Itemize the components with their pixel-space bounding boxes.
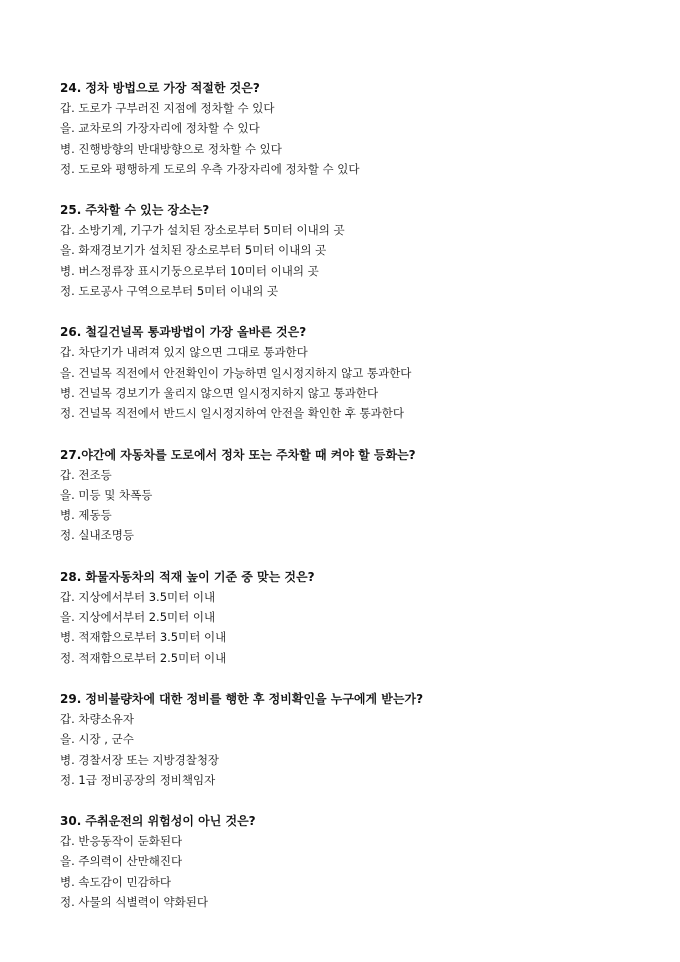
question-title: 25. 주차할 수 있는 장소는? bbox=[60, 203, 210, 218]
question-title: 24. 정차 방법으로 가장 적절한 것은? bbox=[60, 81, 260, 95]
answer-option: 병. 경찰서장 또는 지방경찰청장 bbox=[60, 752, 220, 767]
answer-option: 정. 도로공사 구역으로부터 5미터 이내의 곳 bbox=[60, 284, 279, 299]
question-24 bbox=[60, 78, 660, 179]
answer-option: 갑. 도로가 구부러진 지점에 정차할 수 있다 bbox=[60, 101, 275, 115]
answer-option: 병. 버스정류장 표시기둥으로부터 10미터 이내의 곳 bbox=[60, 263, 319, 278]
question-28 bbox=[60, 567, 660, 668]
question-27 bbox=[60, 445, 660, 546]
question-26 bbox=[60, 322, 660, 423]
answer-option: 정. 실내조명등 bbox=[60, 528, 134, 543]
question-title: 26. 철길건널목 통과방법이 가장 올바른 것은? bbox=[60, 325, 307, 340]
answer-option: 정. 1급 정비공장의 정비책임자 bbox=[60, 772, 216, 787]
question-title: 29. 정비불량차에 대한 정비를 행한 후 정비확인을 누구에게 받는가? bbox=[60, 691, 424, 706]
answer-option: 병. 진행방향의 반대방향으로 정차할 수 있다 bbox=[60, 141, 282, 156]
answer-option: 을. 교차로의 가장자리에 정차할 수 있다 bbox=[60, 121, 260, 136]
answer-option: 정. 건널목 직전에서 반드시 일시정지하여 안전을 확인한 후 통과한다 bbox=[60, 406, 404, 421]
answer-option: 을. 시장 , 군수 bbox=[60, 732, 134, 747]
answer-option: 정. 적재함으로부터 2.5미터 이내 bbox=[60, 650, 227, 665]
answer-option: 을. 미등 및 차폭등 bbox=[60, 487, 153, 502]
answer-option: 을. 지상에서부터 2.5미터 이내 bbox=[60, 610, 216, 625]
question-title: 28. 화물자동차의 적재 높이 기준 중 맞는 것은? bbox=[60, 569, 315, 584]
answer-option: 갑. 반응동작이 둔화된다 bbox=[60, 834, 183, 849]
answer-option: 정. 사물의 식별력이 약화된다 bbox=[60, 895, 208, 910]
answer-option: 정. 도로와 평행하게 도로의 우측 가장자리에 정차할 수 있다 bbox=[60, 161, 360, 176]
question-title: 27.야간에 자동차를 도로에서 정차 또는 주차할 때 켜야 할 등화는? bbox=[60, 447, 416, 462]
quiz-page bbox=[60, 78, 660, 933]
answer-option: 병. 건널목 경보기가 울리지 않으면 일시정지하지 않고 통과한다 bbox=[60, 385, 379, 400]
question-title: 30. 주취운전의 위험성이 아닌 것은? bbox=[60, 814, 256, 829]
answer-option: 갑. 소방기계, 기구가 설치된 장소로부터 5미터 이내의 곳 bbox=[60, 223, 345, 238]
answer-option: 을. 주의력이 산만해진다 bbox=[60, 854, 183, 869]
answer-option: 병. 적재함으로부터 3.5미터 이내 bbox=[60, 630, 227, 645]
question-30 bbox=[60, 811, 660, 912]
answer-option: 병. 제동등 bbox=[60, 508, 112, 523]
question-29 bbox=[60, 689, 660, 790]
answer-option: 갑. 차량소유자 bbox=[60, 711, 134, 726]
answer-option: 병. 속도감이 민감하다 bbox=[60, 874, 171, 889]
answer-option: 갑. 지상에서부터 3.5미터 이내 bbox=[60, 589, 216, 604]
answer-option: 을. 화재경보기가 설치된 장소로부터 5미터 이내의 곳 bbox=[60, 243, 327, 258]
answer-option: 을. 건널목 직전에서 안전확인이 가능하면 일시정지하지 않고 통과한다 bbox=[60, 365, 412, 380]
question-25 bbox=[60, 200, 660, 301]
answer-option: 갑. 차단기가 내려져 있지 않으면 그대로 통과한다 bbox=[60, 345, 308, 360]
answer-option: 갑. 전조등 bbox=[60, 467, 112, 482]
